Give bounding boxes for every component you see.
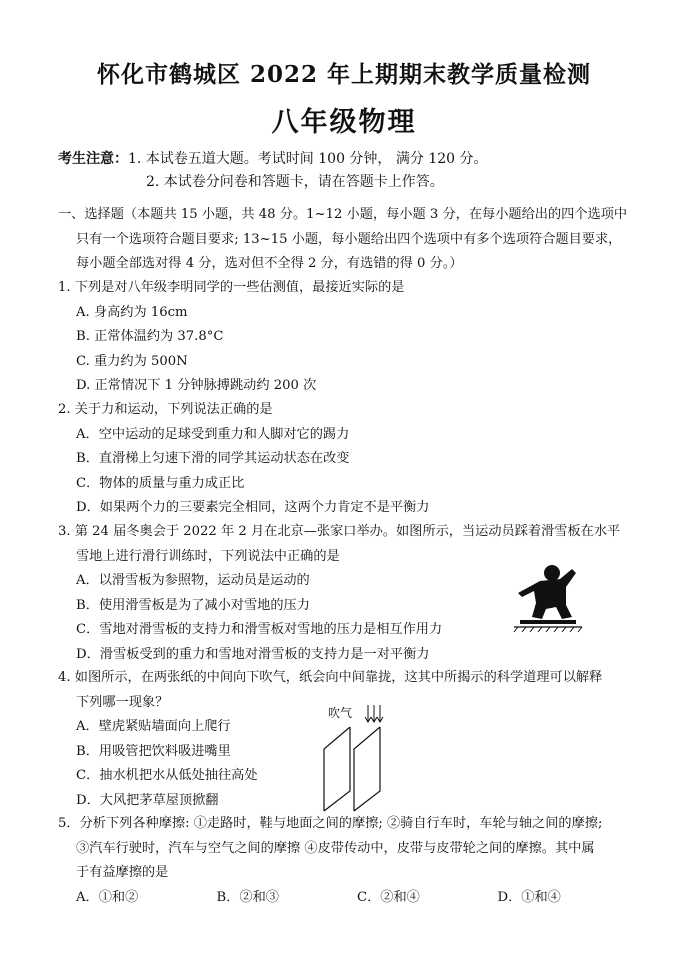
question-2-option-d: D．如果两个力的三要素完全相同，这两个力肯定不是平衡力 — [76, 500, 430, 515]
exam-subtitle: 八年级物理 — [271, 107, 417, 138]
question-1 — [58, 276, 638, 399]
question-1-option-b: B. 正常体温约为 37.8°C — [76, 329, 224, 344]
question-3-option-a: A．以滑雪板为参照物，运动员是运动的 — [76, 573, 310, 588]
question-2 — [58, 398, 638, 521]
question-3-stem-line-2: 雪地上进行滑行训练时，下列说法中正确的是 — [76, 548, 340, 564]
section-1-line-1: 一、选择题（本题共 15 小题，共 48 分。1~12 小题，每小题 3 分，在每小题给出的四个选项中 — [58, 207, 628, 222]
question-4-option-a: A．壁虎紧贴墙面向上爬行 — [76, 719, 231, 734]
notice-line-2: 2. 本试卷分问卷和答题卡，请在答题卡上作答。 — [146, 174, 444, 190]
question-5-option-d: D．①和④ — [497, 889, 561, 905]
blow-air-label: 吹气 — [328, 706, 353, 720]
notice-line-1: 1. 本试卷五道大题。考试时间 100 分钟， 满分 120 分。 — [128, 151, 488, 167]
notice-label: 考生注意： — [58, 151, 128, 167]
question-2-option-b: B．直滑梯上匀速下滑的同学其运动状态在改变 — [76, 451, 350, 466]
question-1-option-c: C. 重力约为 500N — [76, 353, 188, 369]
blowing-paper-figure — [318, 703, 398, 815]
section-1-instructions — [58, 203, 638, 277]
question-3-option-b: B．使用滑雪板是为了减小对雪地的压力 — [76, 597, 310, 613]
question-5 — [58, 812, 638, 910]
question-4-stem-line-1: 4. 如图所示，在两张纸的中间向下吹气，纸会向中间靠拢，这其中所揭示的科学道理可以解释 — [58, 670, 603, 685]
question-2-option-a: A．空中运动的足球受到重力和人脚对它的踢力 — [76, 426, 350, 442]
section-1-line-2: 只有一个选项符合题目要求; 13~15 小题，每小题给出四个选项中有多个选项符合题目要求， — [76, 231, 622, 247]
question-4-option-b: B．用吸管把饮料吸进嘴里 — [76, 743, 231, 759]
question-5-option-a: A．①和② — [76, 889, 139, 905]
question-3-stem-line-1: 3. 第 24 届冬奥会于 2022 年 2 月在北京—张家口举办。如图所示，当运动员踩着滑雪板在水平 — [58, 524, 621, 539]
question-1-option-d: D. 正常情况下 1 分钟脉搏跳动约 200 次 — [76, 378, 317, 393]
question-4-option-c: C．抽水机把水从低处抽往高处 — [76, 768, 258, 783]
question-2-stem: 2. 关于力和运动，下列说法正确的是 — [58, 402, 273, 417]
question-5-stem-line-2: ③汽车行驶时，汽车与空气之间的摩擦 ④皮带传动中，皮带与皮带轮之间的摩擦。其中属 — [76, 840, 595, 856]
question-3-option-c: C．雪地对滑雪板的支持力和滑雪板对雪地的压力是相互作用力 — [76, 622, 443, 637]
question-5-option-b: B．②和③ — [216, 889, 279, 905]
question-5-options — [58, 886, 638, 911]
question-1-stem: 1. 下列是对八年级李明同学的一些估测值，最接近实际的是 — [58, 280, 405, 295]
question-5-stem-line-3: 于有益摩擦的是 — [76, 865, 169, 880]
question-1-option-a: A. 身高约为 16cm — [76, 304, 188, 320]
question-5-stem-line-1: 5．分析下列各种摩擦: ①走路时，鞋与地面之间的摩擦; ②骑自行车时，车轮与轴之间的摩擦; — [58, 816, 603, 831]
question-2-option-c: C．物体的质量与重力成正比 — [76, 475, 245, 491]
question-3-option-d: D．滑雪板受到的重力和雪地对滑雪板的支持力是一对平衡力 — [76, 646, 430, 662]
exam-title: 怀化市鹤城区 2022 年上期期末教学质量检测 — [96, 61, 592, 88]
question-4-option-d: D．大风把茅草屋顶掀翻 — [76, 792, 219, 808]
section-1-line-3: 每小题全部选对得 4 分，选对但不全得 2 分，有选错的得 0 分。） — [76, 256, 463, 271]
snowboarder-figure — [510, 563, 586, 633]
candidate-notice — [58, 148, 488, 190]
question-4-stem-line-2: 下列哪一现象？ — [76, 694, 169, 710]
question-5-option-c: C．②和④ — [357, 889, 420, 905]
